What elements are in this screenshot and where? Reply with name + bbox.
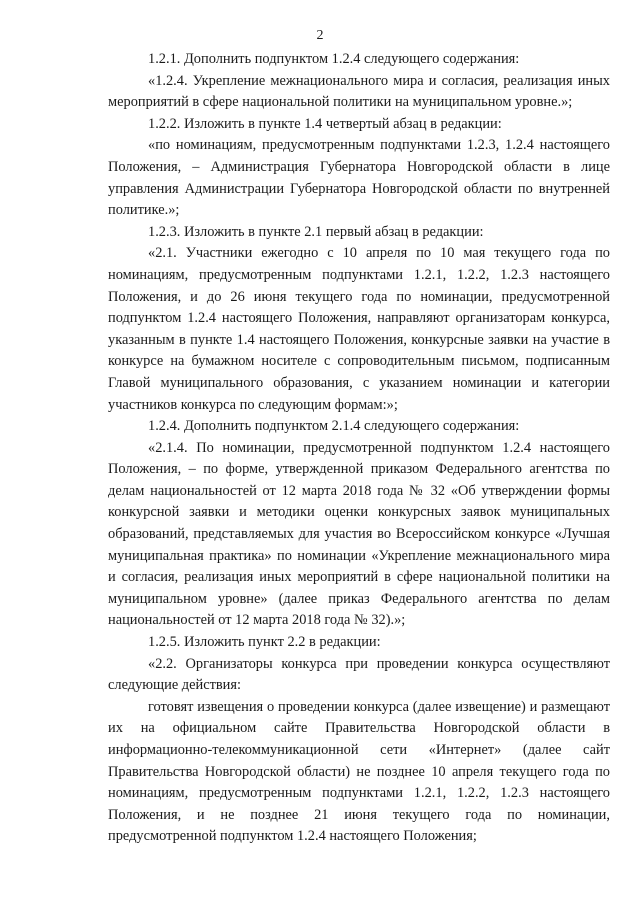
paragraph-quote-1-2-4: «1.2.4. Укрепление межнационального мира и согласия, реализация иных мероприятий в сфере национальной политики на муниципальном уровне.»; — [108, 72, 610, 111]
paragraph-announcements: готовят извещения о проведении конкурса (далее извещение) и размещают их на официальном сайте Правительства Новгородской области в информационно-телекоммуникационной сети «Интернет» (далее сайт Правительства Новгородской области) не позднее 10 апреля текущего года по номинациям, предусмотренным подпунктами 1.2.1, 1.2.2, 1.2.3 настоящего Положения, и не позднее 21 июня текущего года по номинации, предусмотренной подпунктом 1.2.4 настоящего Положения; — [108, 698, 610, 845]
paragraph-1-2-5: 1.2.5. Изложить пункт 2.2 в редакции: — [148, 634, 381, 651]
paragraph-quote-2-2: «2.2. Организаторы конкурса при проведении конкурса осуществляют следующие действия: — [108, 655, 610, 694]
paragraph-quote-nominations: «по номинациям, предусмотренным подпунктами 1.2.3, 1.2.4 настоящего Положения, – Администрация Губернатора Новгородской области в лице управления Администрации Губернатора Новгородской области по внутренней политике.»; — [108, 137, 610, 219]
paragraph-1-2-1: 1.2.1. Дополнить подпунктом 1.2.4 следующего содержания: — [148, 51, 520, 67]
paragraph-quote-2-1: «2.1. Участники ежегодно с 10 апреля по 10 мая текущего года по номинациям, предусмотренным подпунктами 1.2.1, 1.2.2, 1.2.3 настоящего Положения, и до 26 июня текущего года по номинации, предусмотренной подпунктом 1.2.4 настоящего Положения, направляют организаторам конкурса, указанным в пункте 1.4 настоящего Положения, конкурсные заявки на участие в конкурсе на бумажном носителе с сопроводительным письмом, подписанным Главой муниципального образования, с указанием номинации и категории участников конкурса по следующим формам:»; — [108, 245, 610, 413]
document-body — [108, 49, 610, 848]
paragraph-quote-2-1-4: «2.1.4. По номинации, предусмотренной подпунктом 1.2.4 настоящего Положения, – по форме, утвержденной приказом Федерального агентства по делам национальностей от 12 марта 2018 года № 32 «Об утверждении формы конкурсной заявки и методики оценки конкурсных заявок муниципальных образований, представляемых для участия во Всероссийском конкурсе «Лучшая муниципальная практика» по номинации «Укрепление межнационального мира и согласия, реализация иных мероприятий в сфере национальной политики на муниципальном уровне» (далее приказ Федерального агентства по делам национальностей от 12 марта 2018 года № 32).»; — [108, 439, 610, 629]
paragraph-1-2-3: 1.2.3. Изложить в пункте 2.1 первый абзац в редакции: — [148, 223, 484, 240]
paragraph-1-2-2: 1.2.2. Изложить в пункте 1.4 четвертый абзац в редакции: — [148, 115, 502, 132]
page-number: 2 — [316, 28, 324, 43]
paragraph-1-2-4: 1.2.4. Дополнить подпунктом 2.1.4 следующего содержания: — [148, 418, 520, 435]
